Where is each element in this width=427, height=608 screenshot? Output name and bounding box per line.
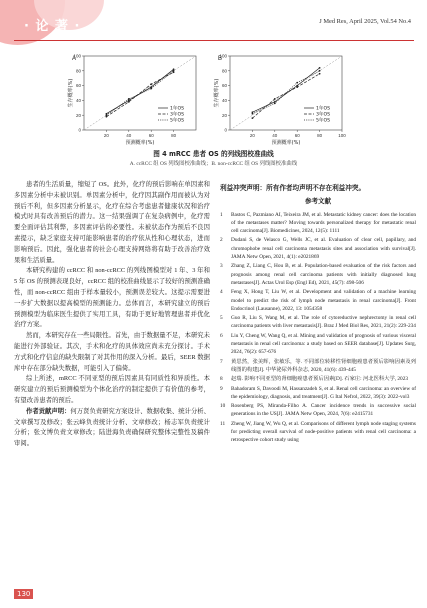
reference-item bbox=[220, 262, 416, 287]
data-point bbox=[150, 83, 152, 85]
reference-number: 2 bbox=[220, 237, 223, 244]
x-axis-label: 预测概率(%) bbox=[125, 140, 155, 146]
y-tick-label: 20 bbox=[75, 112, 81, 118]
x-tick-label: 40 bbox=[126, 133, 132, 138]
calibration-charts bbox=[70, 50, 360, 146]
y-tick-label: 40 bbox=[221, 98, 227, 103]
reference-item bbox=[220, 211, 416, 236]
y-tick-label: 80 bbox=[75, 68, 81, 74]
reference-item bbox=[220, 375, 416, 383]
reference-number: 8 bbox=[220, 376, 223, 383]
data-point bbox=[319, 73, 321, 75]
series-line bbox=[252, 74, 319, 118]
reference-list bbox=[220, 211, 416, 445]
reference-number: 3 bbox=[220, 263, 223, 270]
data-point bbox=[150, 88, 152, 90]
panel-label: A bbox=[72, 56, 77, 62]
reference-number: 9 bbox=[220, 385, 223, 392]
x-tick-label: 80 bbox=[317, 133, 323, 138]
reference-number: 4 bbox=[220, 289, 223, 296]
data-point bbox=[128, 98, 130, 100]
data-point bbox=[319, 67, 321, 69]
references-title: 参考文献 bbox=[305, 196, 331, 205]
author-contribution-text: 何万贤负责研究方案设计、数据收集、统计分析、文章撰写及修改；张云峰负责统计分析、文章修改；杨志军负责统计分析；张文博负责文章修改；陆进海负责确保研究整体完整性及稿件审阅。 bbox=[14, 407, 210, 448]
y-tick-label: 80 bbox=[221, 68, 227, 74]
y-tick-label: 0 bbox=[78, 127, 81, 133]
reference-number: 11 bbox=[220, 420, 226, 427]
x-tick-label: 60 bbox=[148, 133, 154, 138]
reference-text: Bahadoram S, Davoodi M, Hassanzadeh S, et al. Renal cell carcinoma: an overview of the epidemiology, diagnosis, and treatment[J]. G Ital Nefrol, 2022, 39(3): 2022-vol3 bbox=[231, 385, 416, 400]
author-contribution-title: 作者贡献声明： bbox=[26, 407, 71, 415]
legend-label: 1年OS bbox=[170, 106, 185, 112]
reference-item bbox=[220, 358, 416, 375]
reference-number: 5 bbox=[220, 315, 223, 322]
reference-item bbox=[220, 288, 416, 313]
data-point bbox=[128, 101, 130, 103]
reference-text: Dudani S, de Velasco G, Wells JC, et al. Evaluation of clear cell, papillary, and chromophobe renal cell carcinoma metastasis sites and association with survival[J]. JAMA Netw Open, 2021, 4(1): e2021869 bbox=[231, 237, 416, 261]
body-paragraph: 然而，本研究存在一些局限性。首先，由于数据量不足，本研究未能进行外部验证。其次，手术和化疗的具体效应尚未充分探讨。手术方式和化疗信息的缺失限制了对其作用的深入分析。最后，SEER 数据库中存在部分缺失数据，可能引入了偏倚。 bbox=[14, 332, 210, 372]
reference-text: 黄思然，张美辉，张敏乐，等. 不同部位转移性肾细胞癌患者预后影响因素及列线图的构建[J]. 中华泌尿外科杂志, 2020, 41(6): 439-445 bbox=[231, 358, 416, 373]
body-paragraph: 患者的生活质量，缩短了 OS。此外，化疗的预后影响在单因素和多因素分析中未被识别。单因素分析中，化疗因其副作用而被认为对预后不利，但多因素分析显示，化疗在综合考虑患者健康状况和治疗模式时具有改善预后的潜力。这一结果强调了在复杂病例中，化疗需要全面评估其利弊，多因素评估的必要性。未被状态作为预后不良因素提示，缺乏家庭支持可能影响患者的治疗依从性和心理状态，进而影响预后。因此，强化患者的社会心理支持网络将有助于改善治疗效果和生活质量。 bbox=[14, 181, 210, 264]
page-header bbox=[0, 0, 427, 44]
data-point bbox=[106, 114, 108, 116]
y-tick-label: 100 bbox=[219, 53, 227, 59]
section-label: · 论 著 · bbox=[24, 19, 81, 34]
y-tick-label: 20 bbox=[221, 112, 227, 118]
figure-caption: 图 4 mRCC 患者 OS 的列线图校准曲线 bbox=[153, 150, 274, 158]
reference-number: 6 bbox=[220, 332, 223, 339]
author-contribution bbox=[14, 407, 210, 450]
panel-label: B bbox=[218, 56, 223, 62]
reference-item bbox=[220, 236, 416, 261]
body-paragraph: 本研究构建的 ccRCC 和 non-ccRCC 的列线图模型对 1 年、3 年和 5 年 OS 的预测表现良好，ccRCC 组的校准曲线显示了较好的预测准确性，而 non-ccRCC 组由于样本量较小，预测误差较大。这提示需要进一步扩大数据以提高模型的预测能力。总体而言，本研究建立的预后预测模型为临床医生提供了实用工具，有助于更好地管理患者并优化治疗方案。 bbox=[14, 267, 210, 329]
x-tick-label: 40 bbox=[272, 133, 278, 138]
reference-number: 10 bbox=[220, 403, 226, 410]
data-point bbox=[319, 70, 321, 72]
data-point bbox=[252, 117, 254, 119]
data-point bbox=[274, 102, 276, 104]
data-point bbox=[252, 113, 254, 115]
legend-label: 5年OS bbox=[316, 118, 331, 124]
x-tick-label: 20 bbox=[249, 133, 255, 138]
conflict-statement: 利益冲突声明：所有作者均声明不存在利益冲突。 bbox=[220, 184, 366, 192]
reference-item bbox=[220, 402, 416, 419]
legend-label: 1年OS bbox=[316, 106, 331, 112]
page-number: 130 bbox=[14, 589, 33, 599]
series-line bbox=[106, 72, 173, 116]
data-point bbox=[296, 82, 298, 84]
figure-subcaption: A. ccRCC 组 OS 列线图校准曲线；B. non-ccRCC 组 OS 列线图校准曲线 bbox=[129, 161, 298, 167]
series-line bbox=[252, 68, 319, 112]
legend-label: 3年OS bbox=[170, 112, 185, 118]
data-point bbox=[274, 98, 276, 100]
y-axis-label: 生存概率(%) bbox=[214, 78, 220, 108]
journal-info: J Med Res, April 2025, Vol.54 No.4 bbox=[319, 18, 411, 25]
data-point bbox=[173, 70, 175, 72]
reference-item bbox=[220, 385, 416, 402]
left-column bbox=[14, 180, 210, 450]
reference-text: Liu Y, Cheng W, Wang Q, et al. Mining and validation of prognosis of various visceral metastasis in renal cell carcinoma: a study based on SEER database[J]. Updates Surg, 2024, 76(2): 657-676 bbox=[231, 332, 416, 356]
x-tick-label: 100 bbox=[338, 133, 346, 138]
legend-label: 3年OS bbox=[316, 112, 331, 118]
reference-text: Feng X, Hong T, Liu W, et al. Development and validation of a machine learning model to predict the risk of lymph node metastasis in renal carcinoma[J]. Front Endocrinol (Lausanne), 2022, 13: 1054358 bbox=[231, 289, 416, 312]
y-tick-label: 100 bbox=[73, 53, 81, 59]
reference-text: Zheng W, Jiang W, Wu Q, et al. Comparisons of different lymph node staging systems for predicting overall survival of node-positive patients with renal cell carcinoma: a retrospective cohort study using bbox=[231, 420, 416, 444]
reference-item bbox=[220, 314, 416, 331]
reference-number: 7 bbox=[220, 358, 223, 365]
reference-text: Guo R, Liu S, Wang M, et al. The role of cytoreductive nephrectomy in renal cell carcinoma patients with liver metastasis[J]. Braz J Med Biol Res, 2021, 21(2): 229-234 bbox=[231, 315, 416, 330]
legend-label: 5年OS bbox=[170, 118, 185, 124]
reference-item bbox=[220, 332, 416, 357]
series-line bbox=[106, 69, 173, 113]
reference-text: Bastos C, Pazmiano AI, Teixeira JM, et al. Metastatic kidney cancer: does the location of the metastases matter? Moving towards personalized therapy for metastatic renal cell carcinoma[J]. Biomedicines, 2024, 12(5): 1111 bbox=[231, 211, 416, 235]
x-tick-label: 80 bbox=[171, 133, 177, 138]
reference-text: 赵瑞. 影响不同亚型的肾细胞癌患者预后因素[D]. 石家庄: 河北医科大学, 2023 bbox=[231, 376, 409, 383]
x-axis-label: 预测概率(%) bbox=[271, 140, 301, 146]
y-tick-label: 0 bbox=[224, 127, 227, 133]
x-tick-label: 20 bbox=[103, 133, 109, 138]
y-axis-label: 生存概率(%) bbox=[68, 78, 74, 108]
x-tick-label: 60 bbox=[294, 133, 300, 138]
y-tick-label: 60 bbox=[75, 83, 81, 89]
y-tick-label: 40 bbox=[75, 98, 81, 103]
reference-text: Zhang Z, Liang C, Hou B, et al. Population-based evaluation of the risk factors and prognosis among renal cell carcinoma patients with initially diagnosed lung metastases[J]. Actas Urol Esp (Engl Ed), 2021, 45(7): 498-506 bbox=[231, 263, 416, 286]
y-tick-label: 60 bbox=[221, 83, 227, 89]
body-paragraph: 综上所述，mRCC 不同亚型的预后因素具有同质性和异质性。本研究建立的预后预测模型为个体化治疗的制定提供了有价值的参考，有望改善患者的预后。 bbox=[14, 375, 210, 404]
reference-text: Rosenberg PS, Miranda-Filho A. Cancer incidence trends in successive social generations in the US[J]. JAMA Netw Open, 2024, 7(6): e2415731 bbox=[231, 403, 416, 418]
reference-number: 1 bbox=[220, 211, 223, 218]
reference-item bbox=[220, 420, 416, 445]
right-column bbox=[220, 180, 416, 446]
header-divider bbox=[14, 40, 414, 41]
data-point bbox=[296, 86, 298, 88]
